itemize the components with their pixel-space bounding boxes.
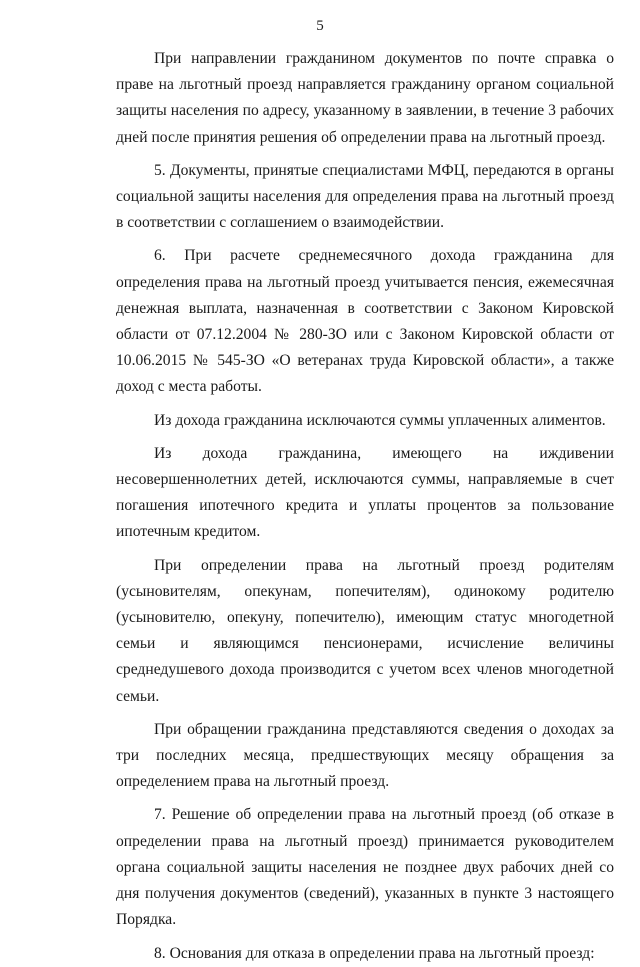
paragraph-income-info: При обращении гражданина представляются сведения о доходах за три последних месяца, предшествующих месяцу обращения за определением права на льготный проезд. (116, 720, 614, 791)
paragraph-mail-certificate: При направлении гражданином документов по почте справка о праве на льготный проезд направляется гражданину органом социальной защиты населения по адресу, указанному в заявлении, в течение 3 рабочих дней после принятия решения об определении права на льготный проезд. (116, 50, 614, 146)
document-body (116, 46, 614, 967)
paragraph-item-6: 6. При расчете среднемесячного дохода гражданина для определения права на льготный проезд учитывается пенсия, ежемесячная денежная выплата, назначенная в соответствии с Законом Кировской области от 07.12.2004 № 280-ЗО или с Законом Кировской области от 10.06.2015 № 545-ЗО «О ветеранах труда Кировской области», а также доход с места работы. (116, 247, 614, 396)
page-number: 5 (316, 18, 324, 34)
paragraph-alimony: Из дохода гражданина исключаются суммы уплаченных алиментов. (154, 411, 606, 429)
paragraph-item-7: 7. Решение об определении права на льготный проезд (об отказе в определении права на льготный проезд) принимается руководителем органа социальной защиты населения не позднее двух рабочих дней со дня получения документов (сведений), указанных в пункте 3 настоящего Порядка. (116, 806, 614, 929)
paragraph-item-5: 5. Документы, принятые специалистами МФЦ, передаются в органы социальной защиты населения для определения права на льготный проезд в соответствии с соглашением о взаимодействии. (116, 161, 614, 232)
paragraph-mortgage: Из дохода гражданина, имеющего на иждивении несовершеннолетних детей, исключаются суммы, направляемые в счет погашения ипотечного кредита и уплаты процентов за пользование ипотечным кредитом. (116, 444, 614, 541)
paragraph-large-family: При определении права на льготный проезд родителям (усыновителям, опекунам, попечителям), одинокому родителю (усыновителю, опекуну, попечителю), имеющим статус многодетной семьи и являющимся пенсионерами, исчисление величины среднедушевого дохода производится с учетом всех членов многодетной семьи. (116, 556, 614, 705)
paragraph-item-8: 8. Основания для отказа в определении права на льготный проезд: (154, 944, 595, 962)
